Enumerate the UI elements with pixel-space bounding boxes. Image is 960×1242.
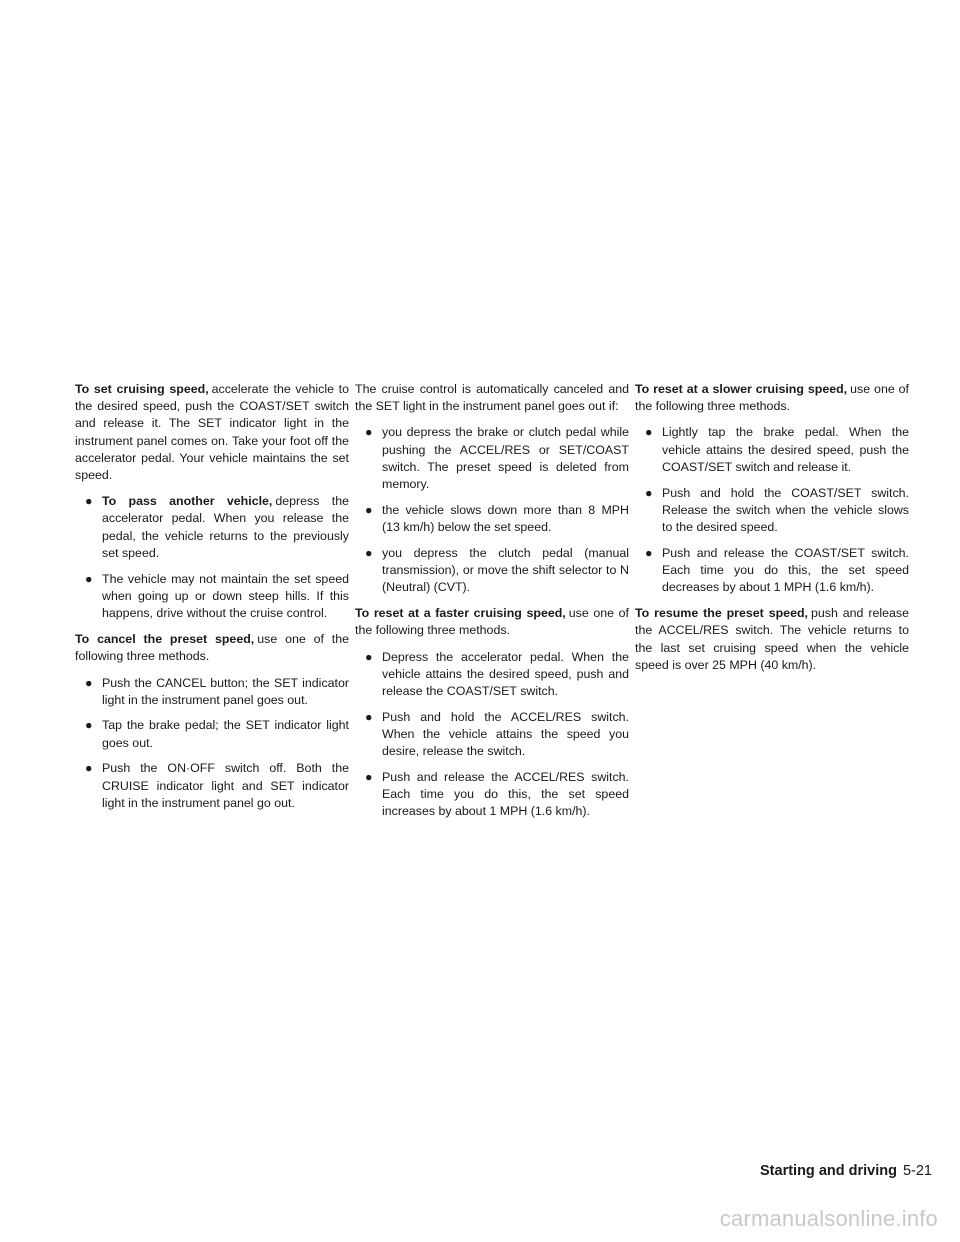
list-item-text: depress the accelerator pedal. When you release the pedal, the vehicle returns to the previously set speed. <box>102 494 349 560</box>
paragraph-text: use one of the following three methods. <box>355 606 629 638</box>
paragraph <box>635 381 909 415</box>
list-item-text: Push and hold the COAST/SET switch. Release the switch when the vehicle slows to the desired speed. <box>662 485 909 534</box>
paragraph-heading: To set cruising speed, <box>75 382 209 396</box>
list-item <box>355 545 629 597</box>
bullet-icon: ● <box>365 545 373 560</box>
list-item-text: Push the ON·OFF switch off. Both the CRUISE indicator light and SET indicator light in the instrument panel go out. <box>102 761 349 810</box>
bullet-icon: ● <box>85 675 93 690</box>
section-title: Starting and driving <box>760 1163 897 1179</box>
paragraph <box>635 605 909 674</box>
list-item <box>75 675 349 709</box>
paragraph-text: accelerate the vehicle to the desired speed, push the COAST/SET switch and release it. The SET indicator light in the instrument panel comes on. Take your foot off the accelerator pedal. Your vehicle maintains the set speed. <box>75 382 349 483</box>
list-item <box>355 649 629 701</box>
page-number: 5-21 <box>902 1163 932 1179</box>
paragraph-text: The cruise control is automatically canceled and the SET light in the instrument panel goes out if: <box>355 382 629 414</box>
text-column-middle <box>355 381 629 829</box>
list-item-text: you depress the brake or clutch pedal while pushing the ACCEL/RES or SET/COAST switch. The preset speed is deleted from memory. <box>382 425 629 492</box>
bullet-icon: ● <box>365 502 373 517</box>
list-item-heading: To pass another vehicle, <box>102 494 273 509</box>
list-item-text: you depress the clutch pedal (manual transmission), or move the shift selector to N (Neutral) (CVT). <box>382 545 629 595</box>
list-item-text: Depress the accelerator pedal. When the vehicle attains the desired speed, push and release the COAST/SET switch. <box>382 649 629 699</box>
paragraph-text: use one of the following three methods. <box>635 382 909 414</box>
bullet-icon: ● <box>365 709 373 724</box>
bullet-icon: ● <box>365 769 373 784</box>
bullet-list <box>635 424 909 596</box>
paragraph-heading: To reset at a slower cruising speed, <box>635 382 848 396</box>
bullet-list <box>75 675 349 812</box>
paragraph <box>355 605 629 639</box>
paragraph-heading: To reset at a faster cruising speed, <box>355 606 566 621</box>
paragraph-text: use one of the following three methods. <box>75 632 349 664</box>
paragraph-heading: To resume the preset speed, <box>635 606 808 621</box>
text-column-right <box>635 381 909 683</box>
watermark: carmanualsonline.info <box>719 1206 938 1231</box>
list-item <box>75 717 349 751</box>
text-column-left <box>75 381 349 821</box>
bullet-icon: ● <box>365 425 373 440</box>
list-item <box>355 424 629 493</box>
list-item-text: Push and release the ACCEL/RES switch. Each time you do this, the set speed increases by about 1 MPH (1.6 km/h). <box>382 769 629 819</box>
paragraph-text: push and release the ACCEL/RES switch. The vehicle returns to the last set cruising speed when the vehicle speed is over 25 MPH (40 km/h). <box>635 606 909 672</box>
page-footer <box>760 1162 932 1180</box>
list-item <box>75 760 349 812</box>
bullet-icon: ● <box>645 545 653 560</box>
bullet-list <box>355 649 629 821</box>
bullet-icon: ● <box>85 494 93 509</box>
list-item-text: Push the CANCEL button; the SET indicator light in the instrument panel goes out. <box>102 675 349 707</box>
list-item-text: Lightly tap the brake pedal. When the vehicle attains the desired speed, push the COAST/SET switch and release it. <box>662 425 909 474</box>
paragraph <box>75 381 349 484</box>
list-item <box>355 769 629 821</box>
list-item <box>75 571 349 623</box>
paragraph <box>75 631 349 665</box>
bullet-icon: ● <box>85 761 93 776</box>
list-item-text: Push and hold the ACCEL/RES switch. When the vehicle attains the speed you desire, release the switch. <box>382 709 629 759</box>
bullet-icon: ● <box>365 649 373 664</box>
list-item <box>355 502 629 536</box>
list-item <box>635 545 909 597</box>
bullet-icon: ● <box>85 571 93 586</box>
paragraph <box>355 381 629 415</box>
list-item <box>355 709 629 761</box>
bullet-icon: ● <box>645 485 653 500</box>
bullet-icon: ● <box>85 718 93 733</box>
list-item <box>635 424 909 476</box>
list-item-text: The vehicle may not maintain the set speed when going up or down steep hills. If this happens, drive without the cruise control. <box>102 571 349 620</box>
bullet-icon: ● <box>645 425 653 440</box>
list-item-text: Tap the brake pedal; the SET indicator light goes out. <box>102 718 349 750</box>
bullet-list <box>355 424 629 596</box>
list-item <box>75 493 349 562</box>
paragraph-heading: To cancel the preset speed, <box>75 632 255 647</box>
list-item-text: Push and release the COAST/SET switch. Each time you do this, the set speed decreases by about 1 MPH (1.6 km/h). <box>662 545 909 595</box>
bullet-list <box>75 493 349 622</box>
list-item <box>635 485 909 537</box>
list-item-text: the vehicle slows down more than 8 MPH (13 km/h) below the set speed. <box>382 502 629 534</box>
